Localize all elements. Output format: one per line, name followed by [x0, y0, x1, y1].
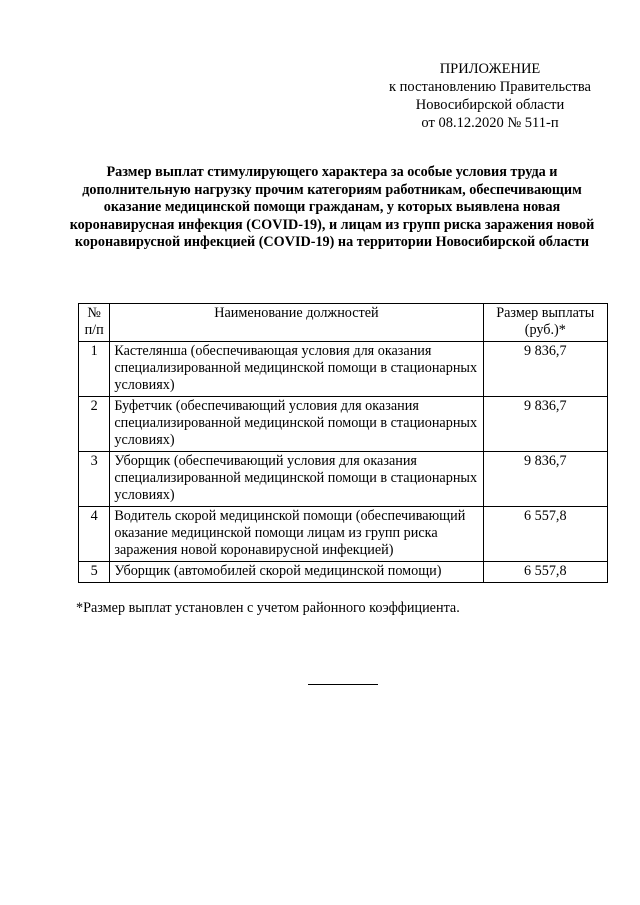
- row-position-name: Буфетчик (обеспечивающий условия для оказания специализированной медицинской помощи в стационарных условиях): [110, 397, 483, 452]
- row-number: 1: [79, 342, 110, 397]
- footnote: *Размер выплат установлен с учетом районного коэффициента.: [76, 600, 460, 616]
- row-amount: 9 836,7: [483, 452, 607, 507]
- header-position-name: Наименование должностей: [110, 304, 483, 342]
- table-row: [79, 452, 608, 507]
- row-position-name: Водитель скорой медицинской помощи (обеспечивающий оказание медицинской помощи лицам из групп риска заражения новой коронавирусной инфекцией): [110, 507, 483, 562]
- table-row: [79, 342, 608, 397]
- row-position-name: Уборщик (обеспечивающий условия для оказания специализированной медицинской помощи в стационарных условиях): [110, 452, 483, 507]
- row-number: 2: [79, 397, 110, 452]
- row-number: 4: [79, 507, 110, 562]
- table-row: [79, 562, 608, 583]
- header-number: № п/п: [79, 304, 110, 342]
- appendix-resolution-line: к постановлению Правительства: [389, 79, 591, 95]
- appendix-region-line: Новосибирской области: [415, 97, 565, 113]
- row-position-name: Уборщик (автомобилей скорой медицинской помощи): [110, 562, 483, 583]
- table-header-row: [79, 304, 608, 342]
- end-divider: [308, 684, 378, 685]
- table-row: [79, 397, 608, 452]
- row-amount: 9 836,7: [483, 397, 607, 452]
- row-position-name: Кастелянша (обеспечивающая условия для оказания специализированной медицинской помощи в стационарных условиях): [110, 342, 483, 397]
- document-title: Размер выплат стимулирующего характера за особые условия труда и дополнительную нагрузку прочим категориям работникам, обеспечивающим оказание медицинской помощи гражданам, у которых выявлена новая коронавирусная инфекция (COVID-19), и лицам из групп риска заражения новой коронавирусной инфекцией (COVID-19) на территории Новосибирской области: [69, 164, 595, 250]
- table-row: [79, 507, 608, 562]
- row-amount: 6 557,8: [483, 562, 607, 583]
- row-number: 5: [79, 562, 110, 583]
- appendix-header: [380, 60, 600, 132]
- appendix-date-number: от 08.12.2020 № 511-п: [421, 115, 559, 131]
- row-amount: 6 557,8: [483, 507, 607, 562]
- row-amount: 9 836,7: [483, 342, 607, 397]
- payments-table: [78, 303, 608, 583]
- header-payment-amount: Размер выплаты (руб.)*: [483, 304, 607, 342]
- appendix-label: ПРИЛОЖЕНИЕ: [439, 61, 541, 77]
- row-number: 3: [79, 452, 110, 507]
